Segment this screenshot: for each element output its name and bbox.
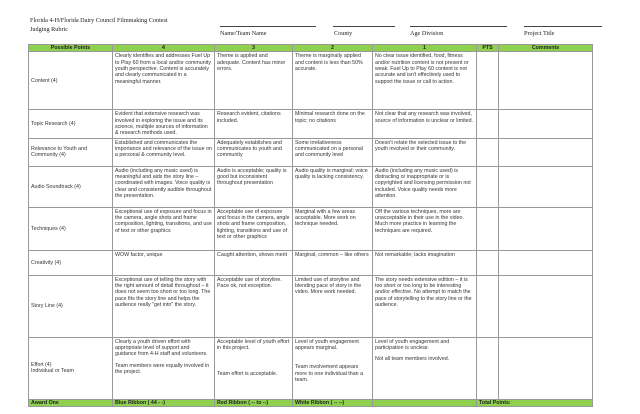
table-row	[29, 166, 593, 207]
pts-cell[interactable]	[477, 138, 499, 166]
award-label: Award One	[29, 399, 113, 406]
pts-cell[interactable]	[477, 110, 499, 138]
cell-text: Level of youth engagement and participation is unclear.	[375, 338, 450, 352]
cell-score-4: Exceptional use of telling the story with the right amount of detail throughout – it does not seem too short or too long. The pace fits the story line and helps the audience really "get into" the story.	[113, 275, 215, 337]
cell-score-4: Audio (including any music used) is meaningful and aids the story line – coordinated with images. Voice quality is clear and consistently audible throughout the presentation.	[113, 166, 215, 207]
row-label: Techniques (4)	[29, 207, 113, 250]
comments-cell[interactable]	[499, 250, 593, 275]
col-pts: PTS	[477, 45, 499, 52]
white-ribbon: White Ribbon ( -- --)	[293, 399, 373, 406]
col-possible-points: Possible Points	[29, 45, 113, 52]
field-name: Name/Team Name	[220, 30, 267, 37]
table-row	[29, 138, 593, 166]
header-row	[29, 45, 593, 52]
cell-score-3: Research evident, citations included.	[215, 110, 293, 138]
cell-text: Not all team members involved.	[375, 356, 450, 363]
pts-cell[interactable]	[477, 52, 499, 110]
col-1: 1	[373, 45, 477, 52]
cell-text: Team effort is acceptable.	[217, 371, 278, 378]
rubric-table	[28, 44, 593, 407]
cell-text: Level of youth engagement appears marginal.	[295, 338, 359, 352]
comments-cell[interactable]	[499, 275, 593, 337]
row-sublabel: Individual or Team	[31, 368, 74, 375]
row-label: Content (4)	[29, 52, 113, 110]
table-row	[29, 110, 593, 138]
document-subtitle: Judging Rubric	[30, 26, 68, 33]
comments-cell[interactable]	[499, 110, 593, 138]
cell-text: Team members were equally involved in the project.	[115, 362, 210, 376]
pts-cell[interactable]	[477, 166, 499, 207]
pts-cell[interactable]	[477, 337, 499, 399]
cell-score-2: Some irrelativeness communicated on a personal and community level	[293, 138, 373, 166]
cell-score-4: WOW factor, unique	[113, 250, 215, 275]
cell-score-1: The story needs extensive edition – it is too short or too long to be interesting and/or effective. No attempt to match the pace of storytelling to the story line or the audience.	[373, 275, 477, 337]
col-4: 4	[113, 45, 215, 52]
row-label: Topic Research (4)	[29, 110, 113, 138]
cell-text: Clearly a youth driven effort with appropriate level of support and guidance from 4-H staff and volunteers.	[115, 338, 208, 358]
row-label: Story Line (4)	[29, 275, 113, 337]
document-title: Florida 4-H/Florida Dairy Council Filmmaking Contest	[30, 17, 168, 24]
col-2: 2	[293, 45, 373, 52]
cell-score-2: Audio quality is marginal; voice quality is lacking consistency.	[293, 166, 373, 207]
row-label: Audio Soundtrack (4)	[29, 166, 113, 207]
cell-score-2: Limited use of storyline and blending pace of story in the video. More work needed.	[293, 275, 373, 337]
footer-row	[29, 399, 593, 406]
cell-score-3: Audio is acceptable; quality is good but inconsistent throughout presentation	[215, 166, 293, 207]
project-line[interactable]	[524, 26, 602, 27]
table-row	[29, 250, 593, 275]
cell-score-1: Not clear that any research was involved, source of information is unclear or limited.	[373, 110, 477, 138]
cell-score-4: Clearly identifies and addresses Fuel Up to Play 60 from a local and/or community youth perspective. Content is accurately and clearly communicated in a meaningful manner.	[113, 52, 215, 110]
comments-cell[interactable]	[499, 138, 593, 166]
row-label: Creativity (4)	[29, 250, 113, 275]
table-row	[29, 207, 593, 250]
col-3: 3	[215, 45, 293, 52]
age-line[interactable]	[410, 26, 507, 27]
cell-text: Acceptable level of youth effort in this project.	[217, 338, 290, 352]
cell-score-4: Established and communicates the importance and relevance of the issue on a personal & community level.	[113, 138, 215, 166]
field-project: Project Title	[524, 30, 555, 37]
col-comments: Comments	[499, 45, 593, 52]
blue-ribbon: Blue Ribbon ( 44 - -)	[113, 399, 215, 406]
comments-cell[interactable]	[499, 207, 593, 250]
cell-text: Team involvement appears more to one individual than a team.	[295, 364, 364, 384]
cell-score-1: Not remarkable; lacks imagination	[373, 250, 477, 275]
cell-score-3: Caught attention, shows merit	[215, 250, 293, 275]
pts-cell[interactable]	[477, 250, 499, 275]
cell-score-3: Acceptable use of storyline. Pace ok, not exception.	[215, 275, 293, 337]
cell-score-3: Theme is applied and adequate. Content has minor errors.	[215, 52, 293, 110]
name-line[interactable]	[220, 26, 316, 27]
table-row	[29, 275, 593, 337]
cell-score-3: Acceptable use of exposure and focus in the camera, angle shots and frame composition, lighting, transitions and use of text or other graphics	[215, 207, 293, 250]
comments-cell[interactable]	[499, 337, 593, 399]
total-points: Total Points:	[477, 399, 593, 406]
footer-empty	[373, 399, 477, 406]
cell-score-1: No clear issue identified, food, fitness and/or nutrition content is not present or weak. Fuel Up to Play 60 content is not accurate and isn't effectively used to support the issue or call to action.	[373, 52, 477, 110]
row-label: Effort (4)	[31, 361, 52, 368]
row-label: Relevance to Youth and Community (4)	[29, 138, 113, 166]
table-row-effort	[29, 337, 593, 399]
field-age: Age Division	[410, 30, 444, 37]
cell-score-2: Marginal, common – like others	[293, 250, 373, 275]
red-ribbon: Red Ribbon ( -- to --)	[215, 399, 293, 406]
pts-cell[interactable]	[477, 275, 499, 337]
cell-score-2: Theme is marginally applied and content is less than 50% accurate.	[293, 52, 373, 110]
cell-score-2: Minimal research done on the topic; no citations	[293, 110, 373, 138]
field-county: County	[334, 30, 353, 37]
cell-score-4: Exceptional use of exposure and focus in the camera, angle shots and frame composition, lighting, transitions, and use of text or other graphics	[113, 207, 215, 250]
table-row	[29, 52, 593, 110]
cell-score-1: Off the various techniques, more are unacceptable in their use in the video. Much more practice in learning the techniques are required.	[373, 207, 477, 250]
cell-score-4: Evident that extensive research was involved in exploring the issue and its science, multiple sources of information & research methods used.	[113, 110, 215, 138]
comments-cell[interactable]	[499, 166, 593, 207]
pts-cell[interactable]	[477, 207, 499, 250]
cell-score-2: Marginal with a few areas acceptable. More work on technique needed.	[293, 207, 373, 250]
cell-score-3: Adequately establishes and communicates to youth and community	[215, 138, 293, 166]
cell-score-1: Audio (including any music used) is distracting or inappropriate or is copyrighted and licensing permission not included. Voice quality needs more attention.	[373, 166, 477, 207]
county-line[interactable]	[333, 26, 395, 27]
comments-cell[interactable]	[499, 52, 593, 110]
cell-score-1: Doesn't relate the selected issue to the youth involved or their community.	[373, 138, 477, 166]
